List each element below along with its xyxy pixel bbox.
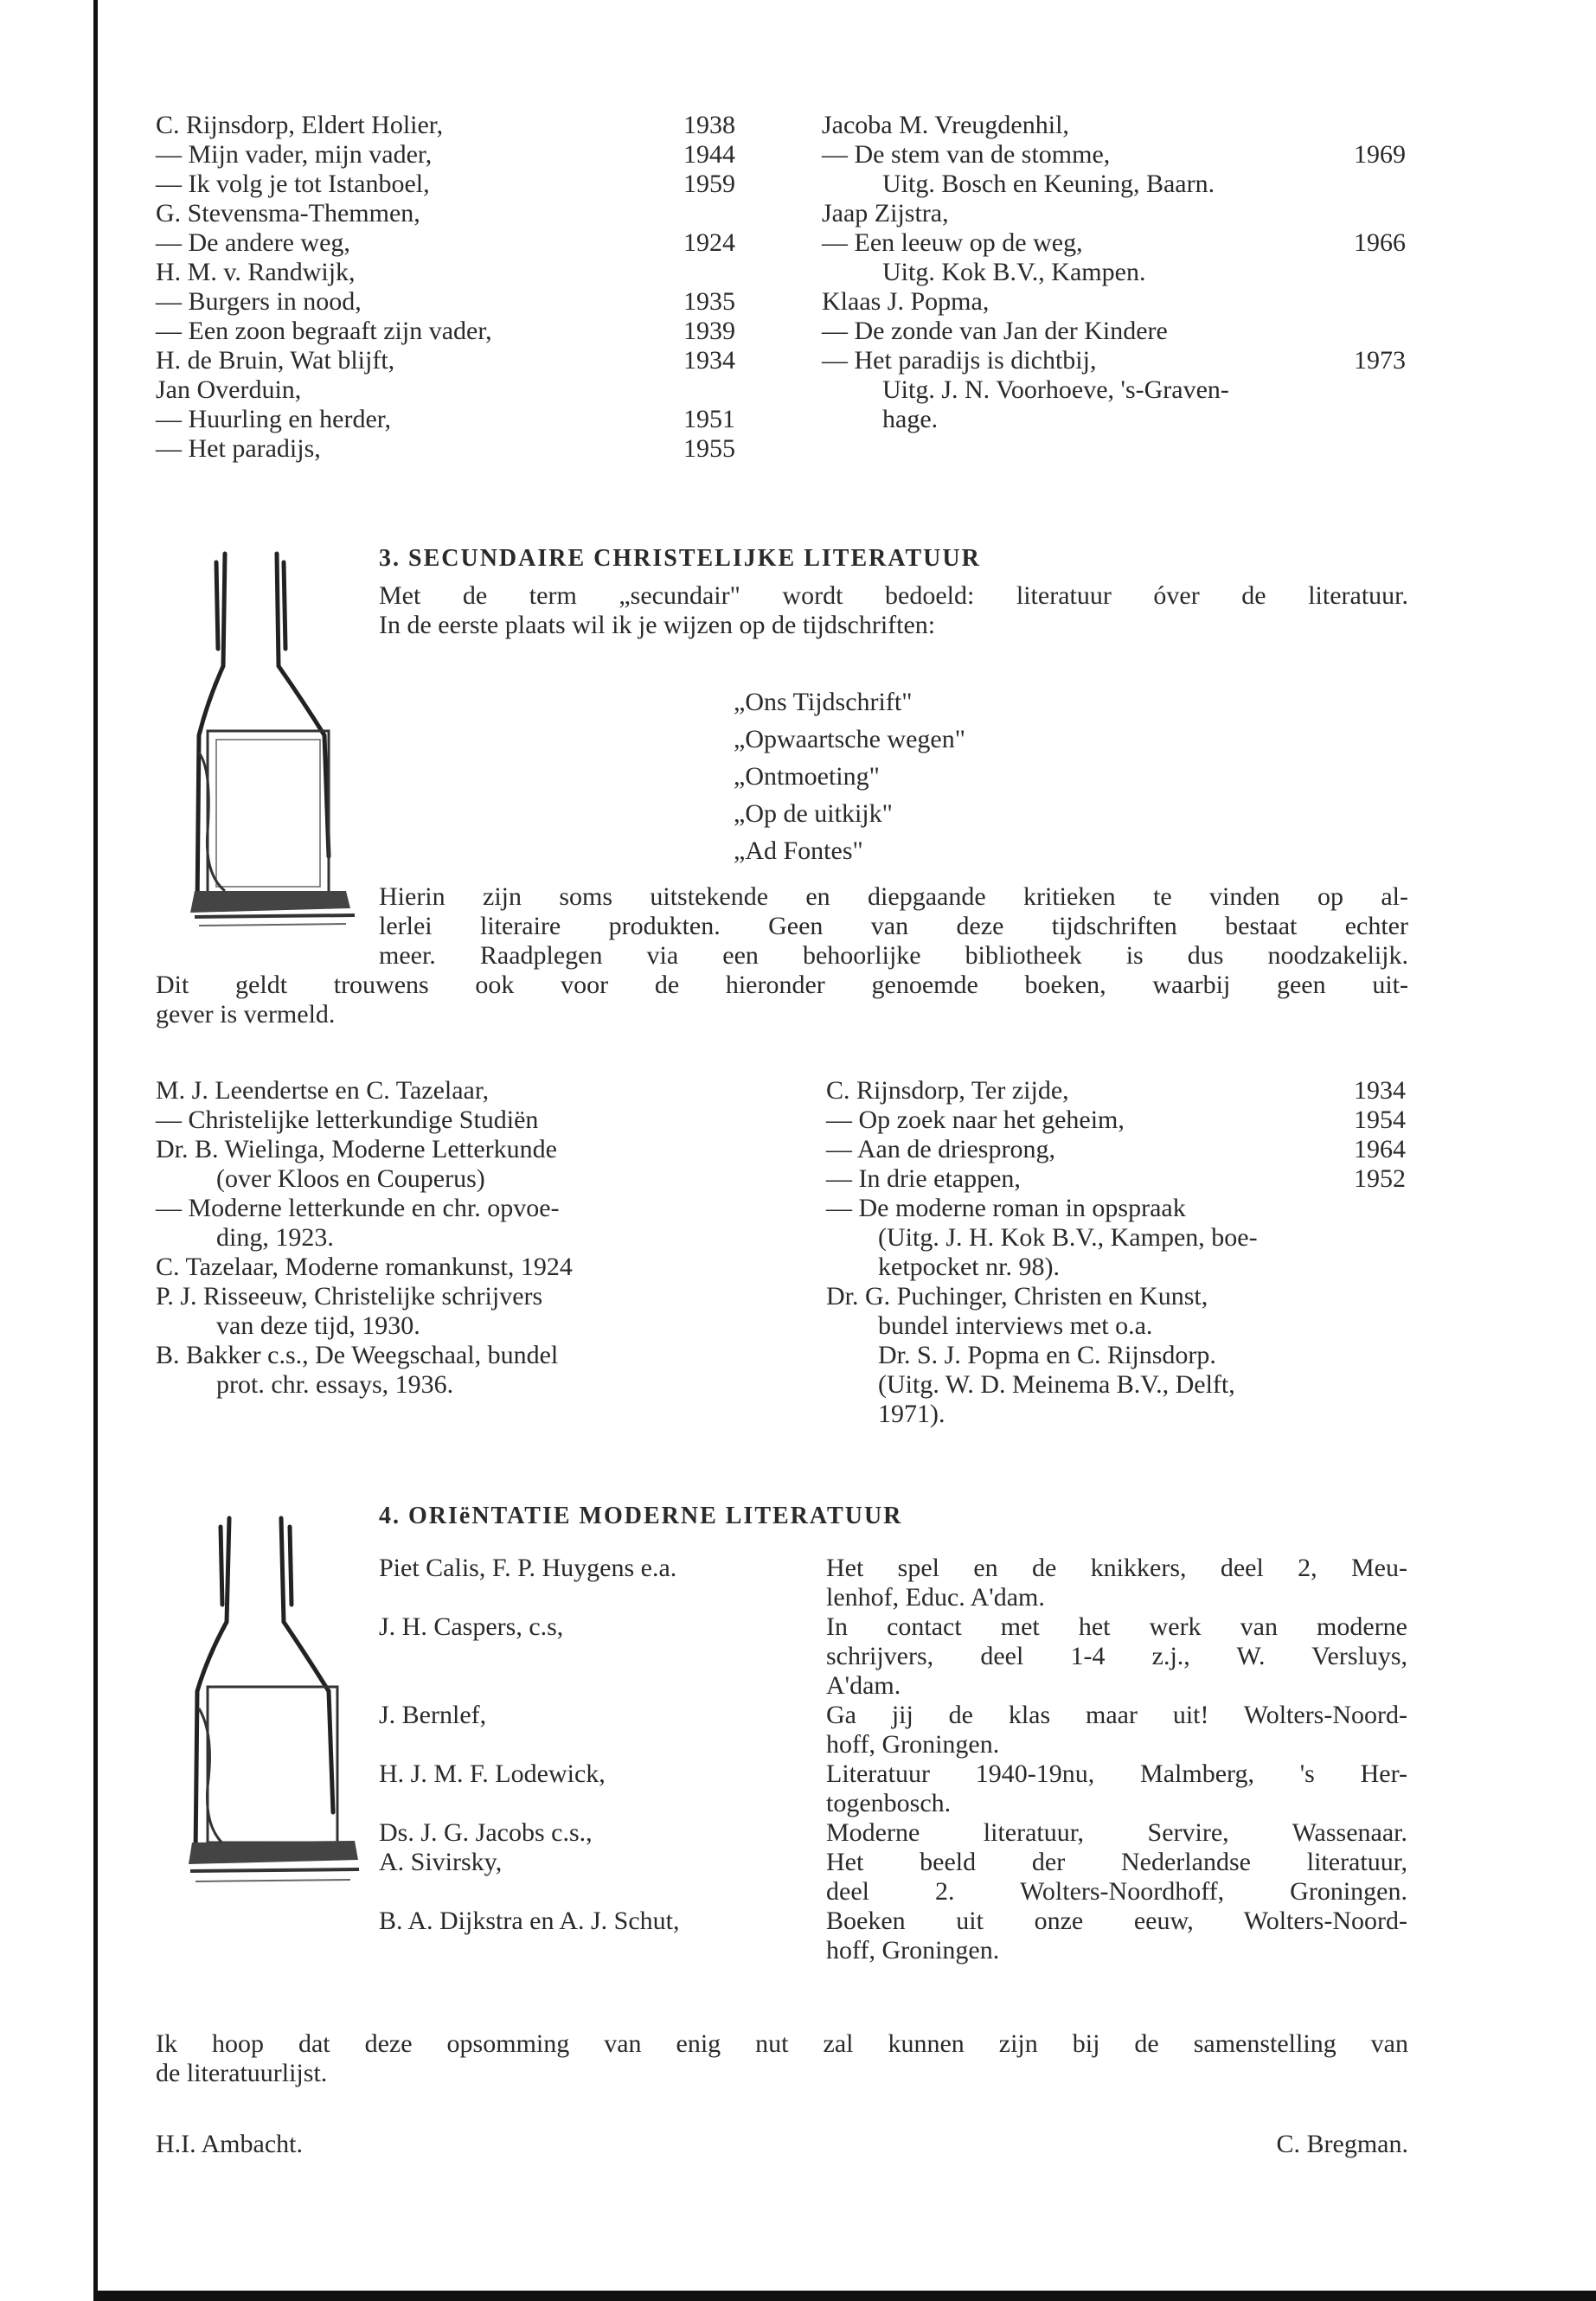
footer-author: C. Bregman. (1276, 2130, 1408, 2158)
title-line: In contact met het werk van moderne (826, 1612, 1407, 1641)
list-line: Dr. S. J. Popma en C. Rijnsdorp. (878, 1341, 1216, 1369)
list-line: Jaap Zijstra, (822, 199, 949, 228)
body-paragraph-cont (156, 971, 1408, 1029)
paragraph-line: gever is vermeld. (156, 1000, 336, 1029)
list-line: ketpocket nr. 98). (878, 1253, 1060, 1281)
list-line: — Mijn vader, mijn vader, 1944 (156, 140, 735, 169)
list-line: — Huurling en herder, 1951 (156, 405, 735, 433)
scan-edge-left (93, 0, 98, 2301)
list-line: H. M. v. Randwijk, (156, 258, 356, 286)
list-line: — Op zoek naar het geheim, 1954 (826, 1106, 1406, 1134)
paragraph-line: Hierin zijn soms uitstekende en diepgaande kritieken te vinden op al- (379, 882, 1408, 911)
list-line: ding, 1923. (216, 1223, 334, 1252)
author-line (379, 1671, 811, 1701)
list-line: M. J. Leendertse en C. Tazelaar, (156, 1076, 490, 1105)
paragraph-line: meer. Raadplegen via een behoorlijke bibliotheek is dus noodzakelijk. (379, 941, 1408, 970)
author-line: J. H. Caspers, c.s, (379, 1612, 564, 1641)
author-line: Ds. J. G. Jacobs c.s., (379, 1818, 593, 1847)
list-line: B. Bakker c.s., De Weegschaal, bundel (156, 1341, 559, 1369)
list-line: Dr. G. Puchinger, Christen en Kunst, (826, 1282, 1208, 1311)
closing-line: Ik hoop dat deze opsomming van enig nut zal kunnen zijn bij de samenstelling van (156, 2029, 1408, 2058)
list-line: 1971). (878, 1400, 945, 1428)
list-line: — Aan de driesprong, 1964 (826, 1135, 1406, 1163)
title-line: hoff, Groningen. (826, 1730, 1000, 1759)
list-line: C. Tazelaar, Moderne romankunst, 1924 (156, 1253, 573, 1281)
title-line: A'dam. (826, 1671, 901, 1700)
author-line: B. A. Dijkstra en A. J. Schut, (379, 1907, 680, 1935)
title-line: Boeken uit onze eeuw, Wolters-Noord- (826, 1907, 1407, 1935)
orientation-titles (826, 1554, 1407, 1965)
list-line: — De moderne roman in opspraak (826, 1194, 1186, 1222)
secondary-list-right (826, 1076, 1406, 1429)
list-line: bundel interviews met o.a. (878, 1311, 1153, 1340)
book-list-right (822, 111, 1406, 434)
scan-edge-bottom (93, 2291, 1596, 2301)
list-line: — Het paradijs, 1955 (156, 434, 735, 463)
list-line: — Een leeuw op de weg, 1966 (822, 228, 1406, 257)
title-line: togenbosch. (826, 1789, 952, 1817)
paragraph-line: Dit geldt trouwens ook voor de hieronder genoemde boeken, waarbij geen uit- (156, 971, 1408, 999)
list-line: — Een zoon begraaft zijn vader, 1939 (156, 317, 735, 345)
journal-item: „Opwaartsche wegen" (734, 725, 965, 753)
list-line: H. de Bruin, Wat blijft, 1934 (156, 346, 735, 375)
intro-line: In de eerste plaats wil ik je wijzen op de tijdschriften: (379, 611, 936, 639)
journal-item: „Ontmoeting" (734, 762, 880, 791)
list-line: van deze tijd, 1930. (216, 1311, 420, 1340)
journal-item: „Ad Fontes" (734, 836, 863, 865)
list-line: Uitg. Bosch en Keuning, Baarn. (882, 170, 1215, 198)
list-line: C. Rijnsdorp, Ter zijde, 1934 (826, 1076, 1406, 1105)
section-heading: 3. SECUNDAIRE CHRISTELIJKE LITERATUUR (379, 545, 981, 572)
list-line: C. Rijnsdorp, Eldert Holier, 1938 (156, 111, 735, 139)
title-line: deel 2. Wolters-Noordhoff, Groningen. (826, 1877, 1407, 1906)
secondary-list-left (156, 1076, 744, 1400)
author-line: A. Sivirsky, (379, 1848, 503, 1876)
intro-text-2 (379, 611, 1408, 640)
closing-paragraph (156, 2029, 1408, 2088)
list-line: — Ik volg je tot Istanboel, 1959 (156, 170, 735, 198)
list-line: — Moderne letterkunde en chr. opvoe- (156, 1194, 560, 1222)
title-line: hoff, Groningen. (826, 1936, 1000, 1965)
list-line: Uitg. Kok B.V., Kampen. (882, 258, 1146, 286)
title-line: schrijvers, deel 1-4 z.j., W. Versluys, (826, 1642, 1407, 1670)
title-line: lenhof, Educ. A'dam. (826, 1583, 1045, 1612)
author-line: Piet Calis, F. P. Huygens e.a. (379, 1554, 677, 1582)
closing-line: de literatuurlijst. (156, 2059, 328, 2087)
title-line: Literatuur 1940-19nu, Malmberg, 's Her- (826, 1759, 1407, 1788)
title-line: Het spel en de knikkers, deel 2, Meu- (826, 1554, 1407, 1582)
book-list-left (156, 111, 735, 464)
list-line: G. Stevensma-Themmen, (156, 199, 420, 228)
list-line: Uitg. J. N. Voorhoeve, 's-Graven- (882, 375, 1229, 404)
list-line: (over Kloos en Couperus) (216, 1164, 485, 1193)
list-line: Dr. B. Wielinga, Moderne Letterkunde (156, 1135, 557, 1163)
journal-item: „Op de uitkijk" (734, 799, 893, 828)
book-illustration-icon (173, 545, 355, 934)
orientation-authors (379, 1554, 811, 1936)
author-line (379, 1583, 811, 1612)
title-line: Ga jij de klas maar uit! Wolters-Noord- (826, 1701, 1407, 1729)
paragraph-line: lerlei literaire produkten. Geen van deze tijdschriften bestaat echter (379, 912, 1408, 940)
title-line: Het beeld der Nederlandse literatuur, (826, 1848, 1407, 1876)
section-heading: 4. ORIëNTATIE MODERNE LITERATUUR (379, 1503, 903, 1529)
book-illustration-icon (173, 1509, 363, 1890)
journal-list (734, 683, 965, 869)
author-line (379, 1642, 811, 1671)
list-line: — Christelijke letterkundige Studiën (156, 1106, 539, 1134)
list-line: — Burgers in nood, 1935 (156, 287, 735, 316)
author-line (379, 1877, 811, 1907)
body-paragraph (379, 882, 1408, 971)
intro-line: Met de term „secundair" wordt bedoeld: literatuur óver de literatuur. (379, 581, 1408, 610)
author-line (379, 1789, 811, 1818)
list-line: — De andere weg, 1924 (156, 228, 735, 257)
list-line: Klaas J. Popma, (822, 287, 990, 316)
list-line: — Het paradijs is dichtbij, 1973 (822, 346, 1406, 375)
journal-item: „Ons Tijdschrift" (734, 688, 913, 716)
author-line: H. J. M. F. Lodewick, (379, 1759, 606, 1788)
list-line: prot. chr. essays, 1936. (216, 1370, 454, 1399)
author-line: J. Bernlef, (379, 1701, 487, 1729)
list-line: — De stem van de stomme, 1969 (822, 140, 1406, 169)
author-line (379, 1730, 811, 1759)
intro-text (379, 581, 1408, 611)
list-line: hage. (882, 405, 939, 433)
list-line: Jacoba M. Vreugdenhil, (822, 111, 1069, 139)
list-line: (Uitg. W. D. Meinema B.V., Delft, (878, 1370, 1235, 1399)
list-line: P. J. Risseeuw, Christelijke schrijvers (156, 1282, 543, 1311)
title-line: Moderne literatuur, Servire, Wassenaar. (826, 1818, 1407, 1847)
list-line: — In drie etappen, 1952 (826, 1164, 1406, 1193)
footer-place: H.I. Ambacht. (156, 2130, 303, 2158)
list-line: — De zonde van Jan der Kindere (822, 317, 1168, 345)
list-line: Jan Overduin, (156, 375, 302, 404)
list-line: (Uitg. J. H. Kok B.V., Kampen, boe- (878, 1223, 1258, 1252)
